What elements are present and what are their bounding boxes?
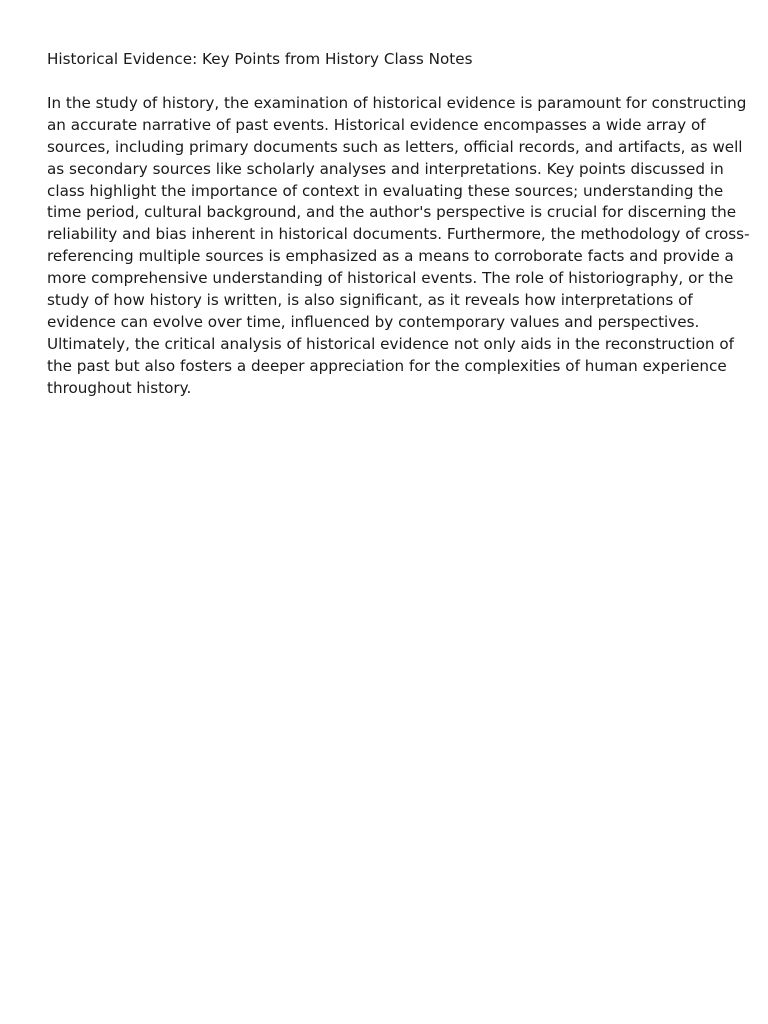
document-title: Historical Evidence: Key Points from History Class Notes bbox=[47, 50, 473, 68]
body-line: Ultimately, the critical analysis of historical evidence not only aids in the reconstruction of bbox=[47, 334, 735, 353]
document-content bbox=[47, 49, 750, 400]
body-line: sources, including primary documents such as letters, official records, and artifacts, as well bbox=[47, 137, 743, 156]
body-line: referencing multiple sources is emphasized as a means to corroborate facts and provide a bbox=[47, 247, 734, 266]
body-line: more comprehensive understanding of historical events. The role of historiography, or the bbox=[47, 269, 734, 288]
body-line: class highlight the importance of context in evaluating these sources; understanding the bbox=[47, 181, 724, 200]
body-line: reliability and bias inherent in historical documents. Furthermore, the methodology of cross- bbox=[47, 225, 750, 244]
body-line: an accurate narrative of past events. Historical evidence encompasses a wide array of bbox=[47, 115, 706, 134]
body-line: throughout history. bbox=[47, 378, 192, 397]
body-line: time period, cultural background, and the author's perspective is crucial for discerning the bbox=[47, 203, 737, 222]
body-line: study of how history is written, is also significant, as it reveals how interpretations of bbox=[47, 291, 693, 310]
body-line: as secondary sources like scholarly analyses and interpretations. Key points discussed in bbox=[47, 159, 724, 178]
document-body-paragraph bbox=[47, 93, 750, 400]
body-line: the past but also fosters a deeper appreciation for the complexities of human experience bbox=[47, 356, 727, 375]
body-line: In the study of history, the examination of historical evidence is paramount for constructing bbox=[47, 93, 747, 112]
body-line: evidence can evolve over time, influenced by contemporary values and perspectives. bbox=[47, 312, 700, 331]
